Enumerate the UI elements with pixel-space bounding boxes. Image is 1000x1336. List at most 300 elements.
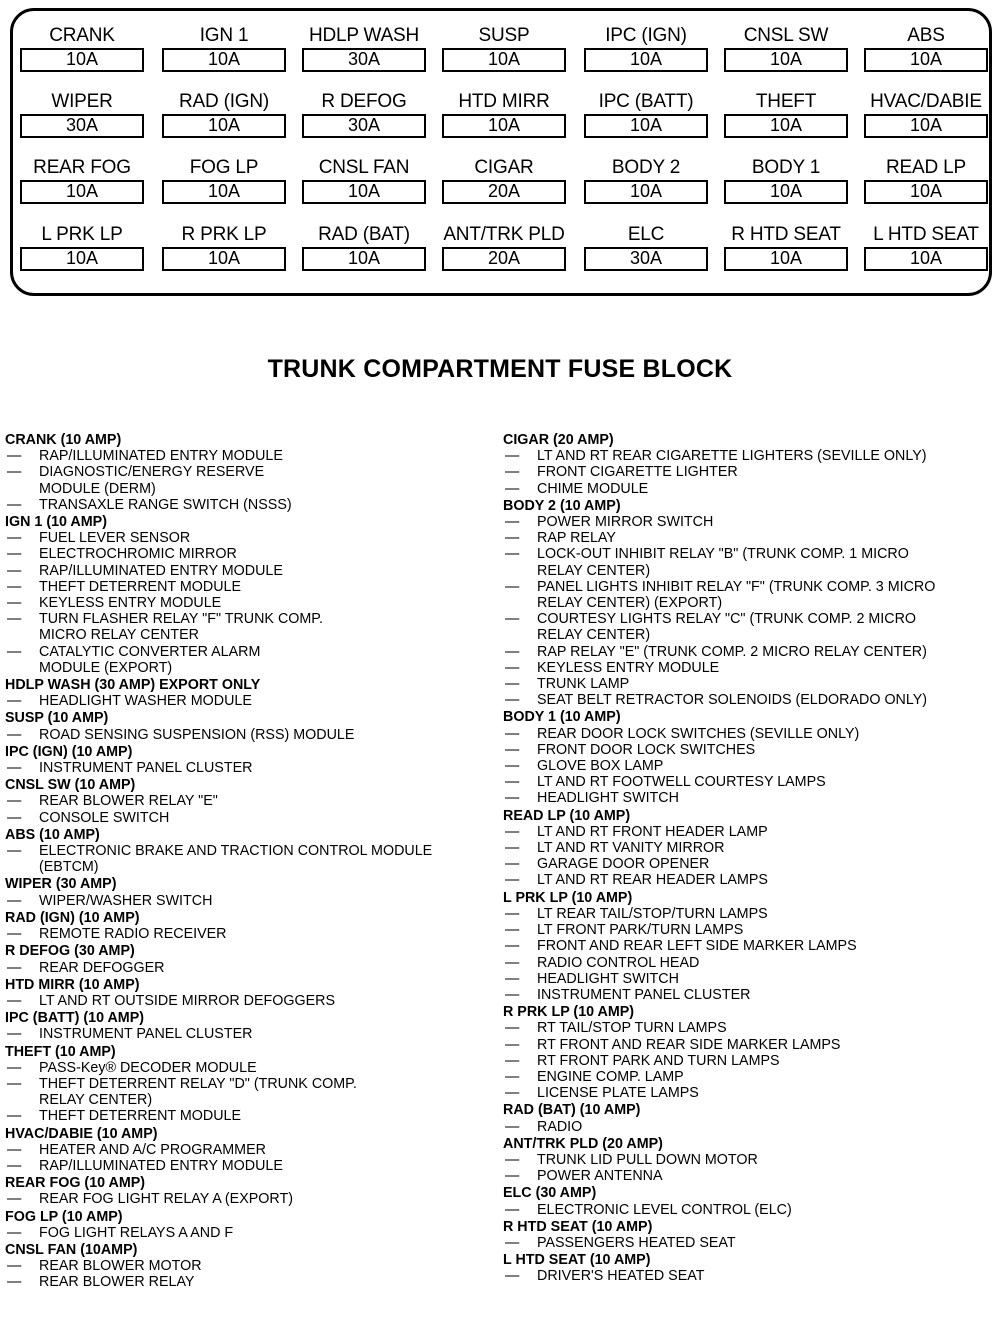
circuit-item xyxy=(503,790,993,806)
circuit-item-text: POWER MIRROR SWITCH xyxy=(537,514,714,531)
fuse-name: R DEFOG xyxy=(321,91,407,112)
circuit-list-right xyxy=(503,432,993,1286)
circuit-item-text: HEATER AND A/C PROGRAMMER xyxy=(39,1141,266,1158)
circuit-item-text: LT AND RT VANITY MIRROR xyxy=(537,840,725,857)
circuit-item xyxy=(5,497,490,513)
page-title: TRUNK COMPARTMENT FUSE BLOCK xyxy=(267,355,733,383)
circuit-group xyxy=(5,943,490,975)
dash-bullet: — xyxy=(7,693,22,710)
dash-bullet: — xyxy=(505,1268,520,1285)
fuse-rating: 10A xyxy=(20,180,144,204)
fuse-name: READ LP xyxy=(886,157,966,178)
circuit-item-text: KEYLESS ENTRY MODULE xyxy=(537,659,720,676)
fuse-slot xyxy=(162,157,286,215)
circuit-item xyxy=(5,546,490,562)
circuit-item-text: THEFT DETERRENT MODULE xyxy=(39,1108,242,1125)
fuse-rating: 20A xyxy=(442,247,566,271)
fuse-rating: 10A xyxy=(162,48,286,72)
circuit-heading: BODY 1 (10 AMP) xyxy=(503,709,621,726)
circuit-heading: R HTD SEAT (10 AMP) xyxy=(503,1218,653,1235)
circuit-group xyxy=(5,1175,490,1207)
circuit-item xyxy=(503,1069,993,1085)
dash-bullet: — xyxy=(7,464,22,481)
dash-bullet: — xyxy=(505,1036,520,1053)
circuit-item xyxy=(5,1274,490,1290)
fuse-name: WIPER xyxy=(51,91,113,112)
circuit-item-text: ENGINE COMP. LAMP xyxy=(537,1068,684,1085)
circuit-group xyxy=(5,432,490,513)
fuse-rating: 10A xyxy=(162,180,286,204)
circuit-heading: CNSL SW (10 AMP) xyxy=(5,777,136,794)
circuit-item xyxy=(5,644,490,676)
circuit-item xyxy=(503,1152,993,1168)
fuse-name: HDLP WASH xyxy=(308,25,420,46)
fuse-rating: 10A xyxy=(162,247,286,271)
circuit-item xyxy=(5,1191,490,1207)
circuit-item-text: CONSOLE SWITCH xyxy=(39,809,170,826)
circuit-item-text: ELECTRONIC BRAKE AND TRACTION CONTROL MODULE (EBTCM) xyxy=(39,843,433,876)
dash-bullet: — xyxy=(505,643,520,660)
circuit-item xyxy=(503,464,993,480)
dash-bullet: — xyxy=(505,1118,520,1135)
dash-bullet: — xyxy=(505,448,520,465)
dash-bullet: — xyxy=(7,546,22,563)
fuse-rating: 30A xyxy=(20,114,144,138)
circuit-item xyxy=(503,1168,993,1184)
circuit-item xyxy=(503,987,993,1003)
circuit-heading: L HTD SEAT (10 AMP) xyxy=(503,1252,651,1269)
fuse-rating: 10A xyxy=(442,114,566,138)
dash-bullet: — xyxy=(7,578,22,595)
dash-bullet: — xyxy=(7,726,22,743)
fuse-slot xyxy=(162,224,286,282)
circuit-item-text: RAP/ILLUMINATED ENTRY MODULE xyxy=(39,448,283,465)
circuit-heading: HVAC/DABIE (10 AMP) xyxy=(5,1125,158,1142)
circuit-item-text: SEAT BELT RETRACTOR SOLENOIDS (ELDORADO ONLY) xyxy=(537,692,928,709)
fuse-name: R HTD SEAT xyxy=(731,224,841,245)
circuit-item xyxy=(503,481,993,497)
circuit-group xyxy=(5,876,490,908)
circuit-item-text: HEADLIGHT SWITCH xyxy=(537,790,679,807)
fuse-rating: 30A xyxy=(584,247,708,271)
fuse-slot xyxy=(724,25,848,83)
fuse-name: CNSL FAN xyxy=(318,157,410,178)
circuit-item xyxy=(5,1158,490,1174)
dash-bullet: — xyxy=(505,970,520,987)
circuit-heading: HDLP WASH (30 AMP) EXPORT ONLY xyxy=(5,677,261,694)
circuit-item-text: LT AND RT REAR HEADER LAMPS xyxy=(537,872,768,889)
circuit-item xyxy=(5,1108,490,1124)
circuit-item xyxy=(5,893,490,909)
circuit-item-text: TRUNK LID PULL DOWN MOTOR xyxy=(537,1151,758,1168)
circuit-item-text: REMOTE RADIO RECEIVER xyxy=(39,926,227,943)
circuit-item xyxy=(503,546,993,578)
dash-bullet: — xyxy=(7,760,22,777)
circuit-group xyxy=(503,1004,993,1101)
fuse-slot xyxy=(864,25,988,83)
circuit-heading: CNSL FAN (10AMP) xyxy=(5,1241,138,1258)
circuit-item-text: RT FRONT AND REAR SIDE MARKER LAMPS xyxy=(537,1036,841,1053)
circuit-item-text: RADIO CONTROL HEAD xyxy=(537,954,700,971)
circuit-item xyxy=(503,906,993,922)
fuse-name: CNSL SW xyxy=(743,25,829,46)
circuit-item xyxy=(503,872,993,888)
fuse-name: HTD MIRR xyxy=(458,91,550,112)
fuse-slot xyxy=(20,157,144,215)
circuit-item-text: HEADLIGHT WASHER MODULE xyxy=(39,693,252,710)
dash-bullet: — xyxy=(505,1020,520,1037)
circuit-item-text: PASS-Key® DECODER MODULE xyxy=(39,1059,257,1076)
circuit-item-text: TRUNK LAMP xyxy=(537,676,630,693)
fuse-name: FOG LP xyxy=(189,157,259,178)
fuse-name: L HTD SEAT xyxy=(873,224,979,245)
dash-bullet: — xyxy=(7,992,22,1009)
circuit-item xyxy=(503,1235,993,1251)
circuit-item-text: RT FRONT PARK AND TURN LAMPS xyxy=(537,1052,780,1069)
circuit-item-text: REAR BLOWER RELAY xyxy=(39,1274,195,1291)
fuse-rating: 10A xyxy=(724,114,848,138)
circuit-group xyxy=(503,1219,993,1251)
circuit-group xyxy=(503,890,993,1003)
circuit-item xyxy=(503,726,993,742)
fuse-rating: 30A xyxy=(302,48,426,72)
circuit-item-text: COURTESY LIGHTS RELAY "C" (TRUNK COMP. 2 MICRO RELAY CENTER) xyxy=(537,611,917,644)
fuse-block-diagram xyxy=(10,8,992,296)
circuit-group xyxy=(5,1044,490,1125)
dash-bullet: — xyxy=(505,480,520,497)
circuit-group xyxy=(503,432,993,497)
circuit-item-text: RADIO xyxy=(537,1118,583,1135)
dash-bullet: — xyxy=(7,892,22,909)
circuit-item-text: LT AND RT REAR CIGARETTE LIGHTERS (SEVILLE ONLY) xyxy=(537,448,927,465)
circuit-heading: REAR FOG (10 AMP) xyxy=(5,1175,146,1192)
dash-bullet: — xyxy=(505,1068,520,1085)
circuit-item-text: HEADLIGHT SWITCH xyxy=(537,970,679,987)
circuit-item xyxy=(5,1225,490,1241)
circuit-item-text: LOCK-OUT INHIBIT RELAY "B" (TRUNK COMP. 1 MICRO RELAY CENTER) xyxy=(537,546,909,579)
circuit-item xyxy=(503,971,993,987)
dash-bullet: — xyxy=(7,1108,22,1125)
dash-bullet: — xyxy=(505,774,520,791)
fuse-slot xyxy=(724,224,848,282)
circuit-item xyxy=(503,611,993,643)
dash-bullet: — xyxy=(505,464,520,481)
circuit-item-text: FRONT CIGARETTE LIGHTER xyxy=(537,464,738,481)
fuse-slot xyxy=(724,157,848,215)
circuit-heading: FOG LP (10 AMP) xyxy=(5,1208,123,1225)
fuse-slot xyxy=(20,25,144,83)
fuse-rating: 20A xyxy=(442,180,566,204)
circuit-item xyxy=(503,955,993,971)
dash-bullet: — xyxy=(505,514,520,531)
circuit-item-text: THEFT DETERRENT RELAY "D" (TRUNK COMP. RELAY CENTER) xyxy=(39,1075,357,1109)
circuit-group xyxy=(5,1242,490,1291)
circuit-item-text: ELECTROCHROMIC MIRROR xyxy=(39,546,237,563)
circuit-heading: BODY 2 (10 AMP) xyxy=(503,497,621,514)
fuse-slot xyxy=(864,91,988,149)
fuse-rating: 10A xyxy=(584,180,708,204)
circuit-group xyxy=(5,1209,490,1241)
circuit-group xyxy=(5,777,490,826)
circuit-group xyxy=(503,709,993,806)
dash-bullet: — xyxy=(7,1075,22,1092)
circuit-item-text: RAP RELAY "E" (TRUNK COMP. 2 MICRO RELAY CENTER) xyxy=(537,643,927,660)
circuit-item-text: RT TAIL/STOP TURN LAMPS xyxy=(537,1020,727,1037)
circuit-heading: RAD (IGN) (10 AMP) xyxy=(5,909,140,926)
circuit-item-text: TURN FLASHER RELAY "F" TRUNK COMP. MICRO RELAY CENTER xyxy=(39,611,323,644)
circuit-heading: CRANK (10 AMP) xyxy=(5,432,122,448)
circuit-item-text: RAP/ILLUMINATED ENTRY MODULE xyxy=(39,562,283,579)
fuse-rating: 10A xyxy=(864,180,988,204)
dash-bullet: — xyxy=(7,1274,22,1291)
dash-bullet: — xyxy=(505,692,520,709)
fuse-rating: 10A xyxy=(20,247,144,271)
circuit-group xyxy=(503,1136,993,1185)
circuit-item xyxy=(503,676,993,692)
circuit-heading: READ LP (10 AMP) xyxy=(503,807,631,824)
circuit-item xyxy=(503,774,993,790)
circuit-group xyxy=(503,498,993,709)
fuse-rating: 10A xyxy=(584,114,708,138)
circuit-item xyxy=(503,922,993,938)
dash-bullet: — xyxy=(505,578,520,595)
fuse-slot xyxy=(162,25,286,83)
dash-bullet: — xyxy=(505,922,520,939)
circuit-item-text: KEYLESS ENTRY MODULE xyxy=(39,595,222,612)
circuit-item xyxy=(5,579,490,595)
dash-bullet: — xyxy=(505,659,520,676)
circuit-item xyxy=(5,448,490,464)
dash-bullet: — xyxy=(505,954,520,971)
dash-bullet: — xyxy=(505,790,520,807)
circuit-item xyxy=(5,1258,490,1274)
dash-bullet: — xyxy=(505,856,520,873)
dash-bullet: — xyxy=(505,1151,520,1168)
circuit-group xyxy=(5,827,490,876)
dash-bullet: — xyxy=(505,741,520,758)
circuit-item-text: INSTRUMENT PANEL CLUSTER xyxy=(39,1026,253,1043)
fuse-name: THEFT xyxy=(755,91,817,112)
dash-bullet: — xyxy=(505,1052,520,1069)
circuit-item xyxy=(5,611,490,643)
dash-bullet: — xyxy=(505,758,520,775)
fuse-name: ANT/TRK PLD xyxy=(443,224,565,245)
dash-bullet: — xyxy=(505,676,520,693)
circuit-item-text: DIAGNOSTIC/ENERGY RESERVE MODULE (DERM) xyxy=(39,464,265,497)
dash-bullet: — xyxy=(505,905,520,922)
dash-bullet: — xyxy=(7,562,22,579)
fuse-name: REAR FOG xyxy=(33,157,131,178)
fuse-rating: 10A xyxy=(442,48,566,72)
circuit-item-text: INSTRUMENT PANEL CLUSTER xyxy=(39,760,253,777)
circuit-group xyxy=(5,677,490,709)
dash-bullet: — xyxy=(505,1168,520,1185)
circuit-group xyxy=(5,710,490,742)
dash-bullet: — xyxy=(7,793,22,810)
circuit-group xyxy=(503,1252,993,1284)
circuit-item xyxy=(503,856,993,872)
dash-bullet: — xyxy=(7,530,22,547)
circuit-item-text: FRONT AND REAR LEFT SIDE MARKER LAMPS xyxy=(537,938,857,955)
dash-bullet: — xyxy=(7,1026,22,1043)
circuit-group xyxy=(5,1010,490,1042)
circuit-item-text: LT REAR TAIL/STOP/TURN LAMPS xyxy=(537,905,768,922)
circuit-item xyxy=(503,938,993,954)
fuse-name: BODY 2 xyxy=(611,157,681,178)
fuse-rating: 10A xyxy=(584,48,708,72)
circuit-item xyxy=(5,926,490,942)
circuit-item-text: WIPER/WASHER SWITCH xyxy=(39,892,213,909)
circuit-item-text: ROAD SENSING SUSPENSION (RSS) MODULE xyxy=(39,726,355,743)
circuit-heading: R PRK LP (10 AMP) xyxy=(503,1004,635,1021)
fuse-rating: 10A xyxy=(864,114,988,138)
circuit-item xyxy=(503,448,993,464)
circuit-heading: IPC (IGN) (10 AMP) xyxy=(5,743,133,760)
fuse-name: RAD (BAT) xyxy=(318,224,410,245)
circuit-item-text: REAR DOOR LOCK SWITCHES (SEVILLE ONLY) xyxy=(537,725,860,742)
circuit-group xyxy=(503,1185,993,1217)
circuit-group xyxy=(5,977,490,1009)
fuse-slot xyxy=(302,25,426,83)
circuit-item-text: LT AND RT OUTSIDE MIRROR DEFOGGERS xyxy=(39,992,336,1009)
circuit-item-text: FOG LIGHT RELAYS A AND F xyxy=(39,1224,234,1241)
fuse-name: R PRK LP xyxy=(181,224,267,245)
circuit-heading: RAD (BAT) (10 AMP) xyxy=(503,1102,641,1119)
fuse-name: L PRK LP xyxy=(41,224,123,245)
circuit-item xyxy=(503,1053,993,1069)
circuit-heading: WIPER (30 AMP) xyxy=(5,876,117,893)
circuit-list-left xyxy=(5,432,490,1292)
fuse-rating: 10A xyxy=(20,48,144,72)
fuse-rating: 10A xyxy=(302,180,426,204)
fuse-slot xyxy=(442,25,566,83)
dash-bullet: — xyxy=(7,1141,22,1158)
circuit-item xyxy=(503,758,993,774)
circuit-item xyxy=(503,1020,993,1036)
circuit-group xyxy=(503,808,993,889)
circuit-item xyxy=(503,1119,993,1135)
fuse-slot xyxy=(584,224,708,282)
circuit-group xyxy=(5,1126,490,1175)
dash-bullet: — xyxy=(7,959,22,976)
dash-bullet: — xyxy=(7,843,22,860)
dash-bullet: — xyxy=(7,595,22,612)
circuit-item xyxy=(5,727,490,743)
fuse-slot xyxy=(724,91,848,149)
circuit-heading: ABS (10 AMP) xyxy=(5,826,100,843)
circuit-item xyxy=(503,1085,993,1101)
fuse-name: CRANK xyxy=(49,25,115,46)
circuit-item-text: REAR FOG LIGHT RELAY A (EXPORT) xyxy=(39,1191,293,1208)
circuit-item-text: POWER ANTENNA xyxy=(537,1168,663,1185)
fuse-rating: 10A xyxy=(724,247,848,271)
fuse-name: RAD (IGN) xyxy=(178,91,270,112)
fuse-name: ABS xyxy=(907,25,945,46)
fuse-rating: 10A xyxy=(724,48,848,72)
circuit-item-text: REAR BLOWER MOTOR xyxy=(39,1258,202,1275)
circuit-item xyxy=(503,514,993,530)
dash-bullet: — xyxy=(505,1234,520,1251)
circuit-group xyxy=(5,744,490,776)
circuit-item-text: RAP RELAY xyxy=(537,530,616,547)
circuit-item-text: TRANSAXLE RANGE SWITCH (NSSS) xyxy=(39,496,292,513)
circuit-item-text: CHIME MODULE xyxy=(537,480,649,497)
circuit-item-text: LT FRONT PARK/TURN LAMPS xyxy=(537,922,744,939)
dash-bullet: — xyxy=(505,546,520,563)
circuit-heading: THEFT (10 AMP) xyxy=(5,1043,116,1060)
fuse-rating: 30A xyxy=(302,114,426,138)
circuit-heading: IGN 1 (10 AMP) xyxy=(5,514,107,531)
dash-bullet: — xyxy=(505,872,520,889)
circuit-item xyxy=(5,1076,490,1108)
circuit-item xyxy=(5,1026,490,1042)
circuit-item xyxy=(503,579,993,611)
fuse-rating: 10A xyxy=(724,180,848,204)
dash-bullet: — xyxy=(505,1201,520,1218)
circuit-item xyxy=(5,793,490,809)
circuit-heading: ELC (30 AMP) xyxy=(503,1185,597,1202)
fuse-rating: 10A xyxy=(162,114,286,138)
dash-bullet: — xyxy=(7,1224,22,1241)
fuse-slot xyxy=(302,224,426,282)
circuit-item xyxy=(503,824,993,840)
dash-bullet: — xyxy=(7,926,22,943)
dash-bullet: — xyxy=(7,643,22,660)
fuse-name: IPC (IGN) xyxy=(605,25,687,46)
dash-bullet: — xyxy=(505,530,520,547)
circuit-item xyxy=(5,960,490,976)
fuse-name: CIGAR xyxy=(474,157,534,178)
circuit-item-text: REAR BLOWER RELAY "E" xyxy=(39,793,218,810)
circuit-item-text: THEFT DETERRENT MODULE xyxy=(39,578,242,595)
circuit-item-text: REAR DEFOGGER xyxy=(39,959,165,976)
fuse-rating: 10A xyxy=(302,247,426,271)
fuse-rating: 10A xyxy=(864,48,988,72)
circuit-heading: HTD MIRR (10 AMP) xyxy=(5,976,140,993)
circuit-item xyxy=(5,530,490,546)
fuse-rating: 10A xyxy=(864,247,988,271)
dash-bullet: — xyxy=(7,611,22,628)
dash-bullet: — xyxy=(505,986,520,1003)
fuse-slot xyxy=(442,157,566,215)
dash-bullet: — xyxy=(505,938,520,955)
circuit-item xyxy=(5,760,490,776)
circuit-item-text: INSTRUMENT PANEL CLUSTER xyxy=(537,986,751,1003)
circuit-heading: ANT/TRK PLD (20 AMP) xyxy=(503,1135,663,1152)
fuse-slot xyxy=(20,224,144,282)
fuse-name: IPC (BATT) xyxy=(598,91,694,112)
fuse-slot xyxy=(302,91,426,149)
circuit-item-text: GLOVE BOX LAMP xyxy=(537,758,664,775)
fuse-slot xyxy=(584,157,708,215)
fuse-slot xyxy=(584,25,708,83)
circuit-heading: IPC (BATT) (10 AMP) xyxy=(5,1010,144,1027)
circuit-item-text: GARAGE DOOR OPENER xyxy=(537,856,710,873)
circuit-item-text: LICENSE PLATE LAMPS xyxy=(537,1085,699,1102)
circuit-group xyxy=(503,1102,993,1134)
circuit-item xyxy=(5,993,490,1009)
circuit-item xyxy=(503,1037,993,1053)
dash-bullet: — xyxy=(7,1191,22,1208)
dash-bullet: — xyxy=(7,1258,22,1275)
fuse-slot xyxy=(162,91,286,149)
circuit-item xyxy=(5,1142,490,1158)
dash-bullet: — xyxy=(505,611,520,628)
circuit-heading: CIGAR (20 AMP) xyxy=(503,432,614,448)
circuit-item-text: PASSENGERS HEATED SEAT xyxy=(537,1234,736,1251)
circuit-item xyxy=(503,1202,993,1218)
fuse-slot xyxy=(442,224,566,282)
